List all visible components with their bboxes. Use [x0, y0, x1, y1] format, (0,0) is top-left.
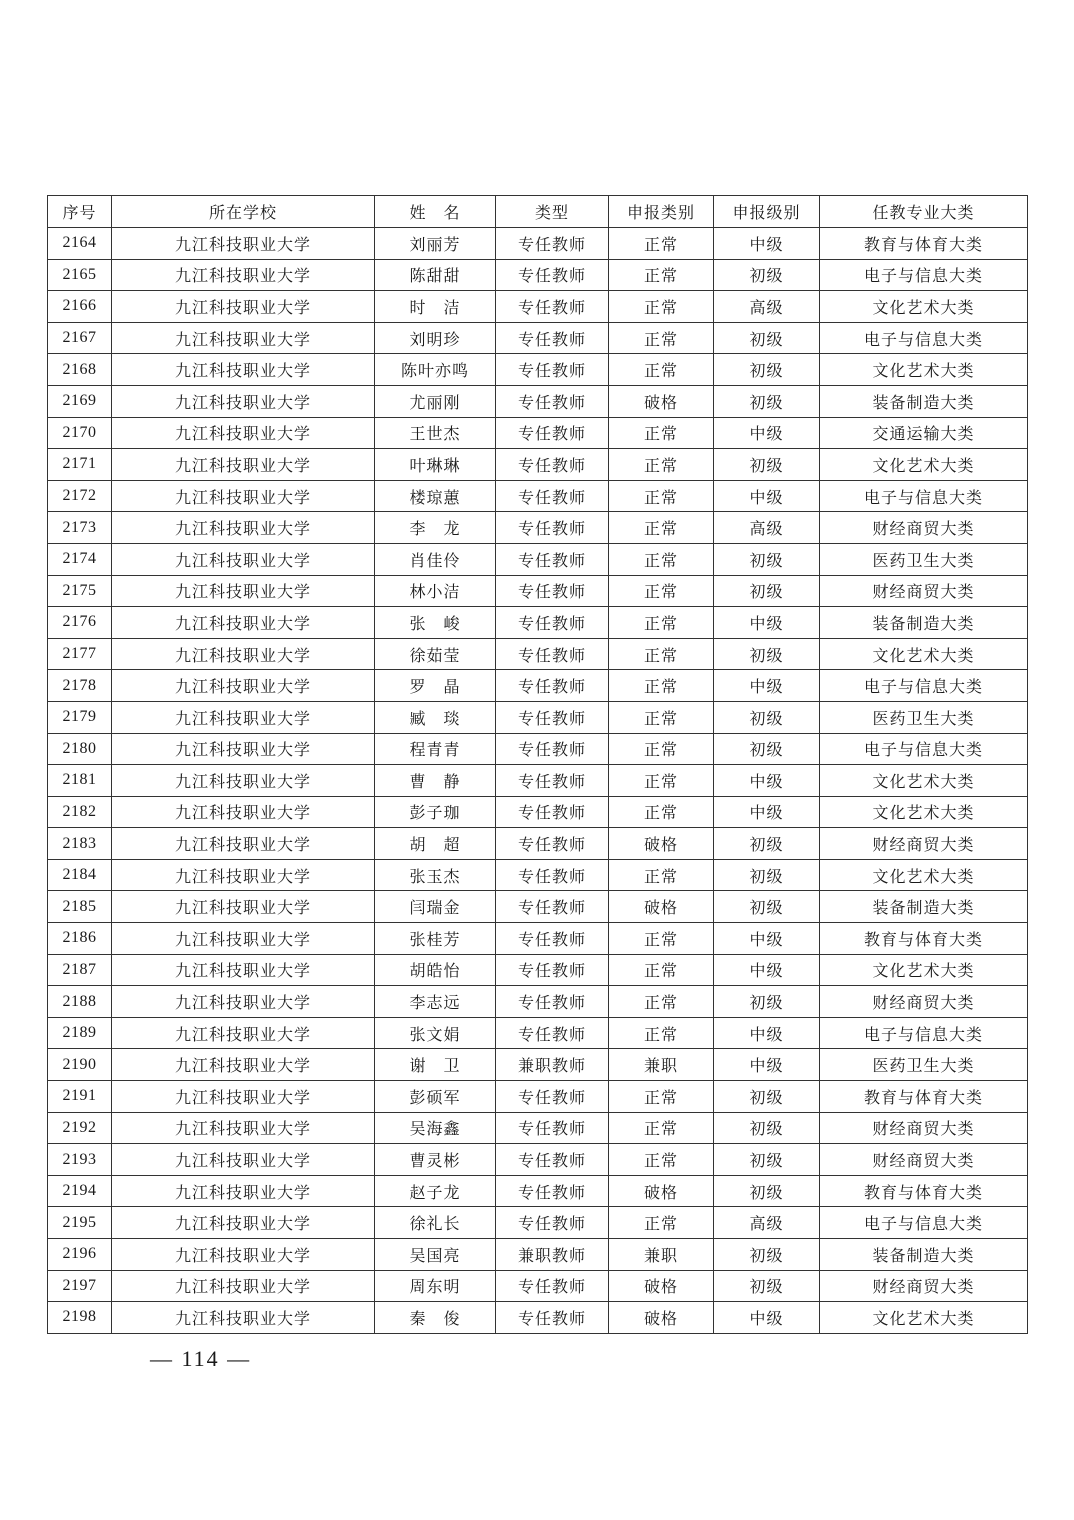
cell-school: 九江科技职业大学	[112, 322, 375, 354]
cell-school: 九江科技职业大学	[112, 986, 375, 1018]
cell-serial-number: 2178	[48, 670, 112, 702]
cell-school: 九江科技职业大学	[112, 765, 375, 797]
cell-type: 专任教师	[496, 607, 609, 639]
cell-school: 九江科技职业大学	[112, 480, 375, 512]
cell-application-level: 初级	[714, 891, 820, 923]
cell-type: 专任教师	[496, 1112, 609, 1144]
table-row	[48, 512, 1028, 544]
cell-teaching-discipline: 教育与体育大类	[820, 1175, 1028, 1207]
cell-name: 闫瑞金	[375, 891, 496, 923]
cell-name: 程青青	[375, 733, 496, 765]
cell-type: 专任教师	[496, 954, 609, 986]
cell-type: 专任教师	[496, 859, 609, 891]
table-row	[48, 891, 1028, 923]
cell-name: 李志远	[375, 986, 496, 1018]
cell-school: 九江科技职业大学	[112, 512, 375, 544]
cell-application-category: 正常	[609, 449, 714, 481]
cell-type: 专任教师	[496, 575, 609, 607]
table-row	[48, 417, 1028, 449]
cell-school: 九江科技职业大学	[112, 891, 375, 923]
cell-application-category: 正常	[609, 1017, 714, 1049]
cell-application-category: 正常	[609, 986, 714, 1018]
cell-application-category: 破格	[609, 1270, 714, 1302]
cell-application-level: 初级	[714, 1081, 820, 1113]
cell-teaching-discipline: 电子与信息大类	[820, 480, 1028, 512]
table-row	[48, 828, 1028, 860]
table-row	[48, 259, 1028, 291]
cell-serial-number: 2169	[48, 385, 112, 417]
cell-name: 陈甜甜	[375, 259, 496, 291]
cell-application-category: 破格	[609, 1175, 714, 1207]
cell-teaching-discipline: 财经商贸大类	[820, 512, 1028, 544]
cell-serial-number: 2179	[48, 701, 112, 733]
cell-serial-number: 2170	[48, 417, 112, 449]
cell-application-category: 正常	[609, 638, 714, 670]
cell-name: 彭子珈	[375, 796, 496, 828]
cell-name: 秦 俊	[375, 1302, 496, 1334]
cell-application-category: 正常	[609, 543, 714, 575]
cell-serial-number: 2165	[48, 259, 112, 291]
cell-teaching-discipline: 文化艺术大类	[820, 354, 1028, 386]
cell-type: 专任教师	[496, 923, 609, 955]
cell-school: 九江科技职业大学	[112, 575, 375, 607]
table-row	[48, 923, 1028, 955]
table-row	[48, 575, 1028, 607]
cell-school: 九江科技职业大学	[112, 1239, 375, 1271]
table-row	[48, 1302, 1028, 1334]
cell-type: 专任教师	[496, 385, 609, 417]
cell-school: 九江科技职业大学	[112, 449, 375, 481]
cell-name: 林小洁	[375, 575, 496, 607]
cell-application-level: 初级	[714, 701, 820, 733]
cell-name: 肖佳伶	[375, 543, 496, 575]
cell-school: 九江科技职业大学	[112, 228, 375, 260]
cell-application-level: 中级	[714, 1302, 820, 1334]
cell-school: 九江科技职业大学	[112, 796, 375, 828]
cell-type: 专任教师	[496, 1175, 609, 1207]
cell-application-category: 正常	[609, 1081, 714, 1113]
cell-school: 九江科技职业大学	[112, 291, 375, 323]
cell-serial-number: 2184	[48, 859, 112, 891]
cell-application-level: 初级	[714, 733, 820, 765]
cell-serial-number: 2189	[48, 1017, 112, 1049]
cell-application-category: 正常	[609, 480, 714, 512]
cell-application-level: 初级	[714, 986, 820, 1018]
table-row	[48, 1239, 1028, 1271]
cell-teaching-discipline: 电子与信息大类	[820, 1017, 1028, 1049]
cell-application-category: 兼职	[609, 1239, 714, 1271]
cell-teaching-discipline: 文化艺术大类	[820, 859, 1028, 891]
cell-type: 专任教师	[496, 322, 609, 354]
cell-application-category: 破格	[609, 828, 714, 860]
cell-teaching-discipline: 电子与信息大类	[820, 1207, 1028, 1239]
cell-serial-number: 2182	[48, 796, 112, 828]
cell-teaching-discipline: 教育与体育大类	[820, 1081, 1028, 1113]
cell-teaching-discipline: 文化艺术大类	[820, 765, 1028, 797]
cell-teaching-discipline: 装备制造大类	[820, 1239, 1028, 1271]
cell-serial-number: 2176	[48, 607, 112, 639]
cell-name: 罗 晶	[375, 670, 496, 702]
table-row	[48, 607, 1028, 639]
cell-application-category: 正常	[609, 1112, 714, 1144]
cell-type: 专任教师	[496, 543, 609, 575]
cell-school: 九江科技职业大学	[112, 1175, 375, 1207]
header-application-category: 申报类别	[609, 196, 714, 228]
cell-type: 专任教师	[496, 291, 609, 323]
cell-name: 张 峻	[375, 607, 496, 639]
cell-serial-number: 2186	[48, 923, 112, 955]
cell-application-level: 中级	[714, 1017, 820, 1049]
cell-school: 九江科技职业大学	[112, 1049, 375, 1081]
cell-name: 胡皓怡	[375, 954, 496, 986]
cell-application-level: 中级	[714, 480, 820, 512]
cell-application-level: 初级	[714, 322, 820, 354]
cell-teaching-discipline: 财经商贸大类	[820, 828, 1028, 860]
cell-application-level: 中级	[714, 670, 820, 702]
cell-serial-number: 2172	[48, 480, 112, 512]
table-row	[48, 1112, 1028, 1144]
cell-application-level: 中级	[714, 1049, 820, 1081]
cell-teaching-discipline: 装备制造大类	[820, 607, 1028, 639]
cell-type: 专任教师	[496, 986, 609, 1018]
cell-application-category: 正常	[609, 512, 714, 544]
cell-serial-number: 2171	[48, 449, 112, 481]
table-row	[48, 1049, 1028, 1081]
cell-application-category: 正常	[609, 701, 714, 733]
cell-type: 专任教师	[496, 670, 609, 702]
cell-serial-number: 2164	[48, 228, 112, 260]
cell-school: 九江科技职业大学	[112, 417, 375, 449]
cell-application-level: 中级	[714, 228, 820, 260]
cell-type: 专任教师	[496, 1081, 609, 1113]
cell-school: 九江科技职业大学	[112, 670, 375, 702]
cell-serial-number: 2191	[48, 1081, 112, 1113]
cell-application-level: 初级	[714, 1270, 820, 1302]
cell-type: 专任教师	[496, 828, 609, 860]
cell-teaching-discipline: 文化艺术大类	[820, 291, 1028, 323]
cell-application-category: 正常	[609, 354, 714, 386]
cell-name: 张玉杰	[375, 859, 496, 891]
cell-type: 专任教师	[496, 449, 609, 481]
page-number: — 114 —	[150, 1346, 252, 1371]
table-row	[48, 1144, 1028, 1176]
cell-serial-number: 2185	[48, 891, 112, 923]
cell-school: 九江科技职业大学	[112, 638, 375, 670]
cell-teaching-discipline: 电子与信息大类	[820, 670, 1028, 702]
table-row	[48, 1270, 1028, 1302]
cell-name: 彭硕军	[375, 1081, 496, 1113]
cell-application-level: 初级	[714, 1144, 820, 1176]
cell-teaching-discipline: 文化艺术大类	[820, 1302, 1028, 1334]
cell-name: 徐礼长	[375, 1207, 496, 1239]
cell-type: 兼职教师	[496, 1239, 609, 1271]
cell-application-level: 高级	[714, 291, 820, 323]
cell-school: 九江科技职业大学	[112, 1017, 375, 1049]
cell-serial-number: 2175	[48, 575, 112, 607]
table-row	[48, 543, 1028, 575]
cell-teaching-discipline: 电子与信息大类	[820, 259, 1028, 291]
cell-school: 九江科技职业大学	[112, 923, 375, 955]
cell-application-level: 中级	[714, 417, 820, 449]
cell-teaching-discipline: 医药卫生大类	[820, 701, 1028, 733]
cell-teaching-discipline: 文化艺术大类	[820, 954, 1028, 986]
table-row	[48, 701, 1028, 733]
cell-name: 曹 静	[375, 765, 496, 797]
cell-teaching-discipline: 财经商贸大类	[820, 1270, 1028, 1302]
cell-application-category: 正常	[609, 291, 714, 323]
cell-application-level: 初级	[714, 259, 820, 291]
cell-type: 专任教师	[496, 1144, 609, 1176]
cell-school: 九江科技职业大学	[112, 1144, 375, 1176]
cell-application-category: 正常	[609, 1207, 714, 1239]
cell-name: 胡 超	[375, 828, 496, 860]
cell-name: 尤丽刚	[375, 385, 496, 417]
cell-teaching-discipline: 财经商贸大类	[820, 1112, 1028, 1144]
header-application-level: 申报级别	[714, 196, 820, 228]
cell-name: 臧 琰	[375, 701, 496, 733]
cell-name: 张文娟	[375, 1017, 496, 1049]
cell-teaching-discipline: 文化艺术大类	[820, 638, 1028, 670]
cell-application-category: 破格	[609, 385, 714, 417]
table-row	[48, 480, 1028, 512]
cell-application-level: 初级	[714, 1175, 820, 1207]
cell-type: 专任教师	[496, 512, 609, 544]
table-row	[48, 1175, 1028, 1207]
cell-teaching-discipline: 文化艺术大类	[820, 449, 1028, 481]
cell-type: 专任教师	[496, 417, 609, 449]
cell-name: 张桂芳	[375, 923, 496, 955]
cell-teaching-discipline: 电子与信息大类	[820, 733, 1028, 765]
cell-application-category: 正常	[609, 796, 714, 828]
cell-type: 专任教师	[496, 796, 609, 828]
cell-school: 九江科技职业大学	[112, 259, 375, 291]
cell-application-level: 高级	[714, 1207, 820, 1239]
cell-school: 九江科技职业大学	[112, 1081, 375, 1113]
cell-application-level: 中级	[714, 954, 820, 986]
cell-type: 专任教师	[496, 1270, 609, 1302]
cell-application-level: 中级	[714, 765, 820, 797]
cell-application-category: 正常	[609, 923, 714, 955]
cell-application-category: 正常	[609, 322, 714, 354]
cell-school: 九江科技职业大学	[112, 1302, 375, 1334]
table-row	[48, 1081, 1028, 1113]
cell-serial-number: 2168	[48, 354, 112, 386]
cell-type: 专任教师	[496, 733, 609, 765]
table-body	[48, 228, 1028, 1334]
cell-application-level: 初级	[714, 828, 820, 860]
cell-type: 兼职教师	[496, 1049, 609, 1081]
cell-serial-number: 2188	[48, 986, 112, 1018]
cell-teaching-discipline: 装备制造大类	[820, 385, 1028, 417]
cell-serial-number: 2166	[48, 291, 112, 323]
table-row	[48, 796, 1028, 828]
cell-type: 专任教师	[496, 638, 609, 670]
table-row	[48, 354, 1028, 386]
cell-name: 刘丽芳	[375, 228, 496, 260]
cell-name: 赵子龙	[375, 1175, 496, 1207]
table-row	[48, 1017, 1028, 1049]
table-row	[48, 291, 1028, 323]
cell-application-category: 正常	[609, 575, 714, 607]
cell-name: 吴国亮	[375, 1239, 496, 1271]
cell-school: 九江科技职业大学	[112, 701, 375, 733]
header-name: 姓 名	[375, 196, 496, 228]
cell-application-category: 正常	[609, 954, 714, 986]
cell-type: 专任教师	[496, 765, 609, 797]
table-row	[48, 385, 1028, 417]
cell-teaching-discipline: 装备制造大类	[820, 891, 1028, 923]
cell-application-category: 正常	[609, 733, 714, 765]
cell-application-level: 初级	[714, 638, 820, 670]
cell-school: 九江科技职业大学	[112, 828, 375, 860]
cell-application-level: 初级	[714, 1239, 820, 1271]
cell-serial-number: 2190	[48, 1049, 112, 1081]
header-teaching-discipline: 任教专业大类	[820, 196, 1028, 228]
cell-school: 九江科技职业大学	[112, 733, 375, 765]
cell-type: 专任教师	[496, 701, 609, 733]
cell-school: 九江科技职业大学	[112, 954, 375, 986]
table-row	[48, 228, 1028, 260]
cell-school: 九江科技职业大学	[112, 607, 375, 639]
cell-serial-number: 2195	[48, 1207, 112, 1239]
cell-application-level: 中级	[714, 796, 820, 828]
cell-type: 专任教师	[496, 1207, 609, 1239]
cell-serial-number: 2180	[48, 733, 112, 765]
table-row	[48, 733, 1028, 765]
cell-application-category: 破格	[609, 891, 714, 923]
cell-name: 曹灵彬	[375, 1144, 496, 1176]
cell-application-level: 初级	[714, 575, 820, 607]
cell-teaching-discipline: 财经商贸大类	[820, 1144, 1028, 1176]
cell-teaching-discipline: 电子与信息大类	[820, 322, 1028, 354]
cell-serial-number: 2167	[48, 322, 112, 354]
table-row	[48, 859, 1028, 891]
cell-type: 专任教师	[496, 480, 609, 512]
cell-name: 楼琼蕙	[375, 480, 496, 512]
cell-name: 谢 卫	[375, 1049, 496, 1081]
personnel-table	[47, 195, 1028, 1334]
cell-serial-number: 2177	[48, 638, 112, 670]
header-school: 所在学校	[112, 196, 375, 228]
header-type: 类型	[496, 196, 609, 228]
cell-school: 九江科技职业大学	[112, 859, 375, 891]
cell-name: 时 洁	[375, 291, 496, 323]
cell-application-level: 高级	[714, 512, 820, 544]
cell-application-category: 破格	[609, 1302, 714, 1334]
cell-application-category: 正常	[609, 859, 714, 891]
cell-application-level: 初级	[714, 543, 820, 575]
cell-serial-number: 2193	[48, 1144, 112, 1176]
table-header-row	[48, 196, 1028, 228]
cell-type: 专任教师	[496, 228, 609, 260]
cell-teaching-discipline: 财经商贸大类	[820, 575, 1028, 607]
table-row	[48, 670, 1028, 702]
header-serial-number: 序号	[48, 196, 112, 228]
cell-application-category: 正常	[609, 228, 714, 260]
cell-serial-number: 2173	[48, 512, 112, 544]
cell-application-category: 兼职	[609, 1049, 714, 1081]
cell-type: 专任教师	[496, 1017, 609, 1049]
cell-serial-number: 2192	[48, 1112, 112, 1144]
table-row	[48, 638, 1028, 670]
cell-application-level: 初级	[714, 354, 820, 386]
cell-serial-number: 2174	[48, 543, 112, 575]
cell-type: 专任教师	[496, 1302, 609, 1334]
table-row	[48, 449, 1028, 481]
cell-name: 刘明珍	[375, 322, 496, 354]
cell-name: 王世杰	[375, 417, 496, 449]
cell-teaching-discipline: 医药卫生大类	[820, 543, 1028, 575]
cell-serial-number: 2196	[48, 1239, 112, 1271]
table-row	[48, 322, 1028, 354]
cell-type: 专任教师	[496, 891, 609, 923]
cell-serial-number: 2198	[48, 1302, 112, 1334]
cell-application-level: 初级	[714, 859, 820, 891]
cell-name: 吴海鑫	[375, 1112, 496, 1144]
cell-teaching-discipline: 医药卫生大类	[820, 1049, 1028, 1081]
cell-name: 叶琳琳	[375, 449, 496, 481]
cell-teaching-discipline: 交通运输大类	[820, 417, 1028, 449]
cell-application-category: 正常	[609, 670, 714, 702]
cell-serial-number: 2181	[48, 765, 112, 797]
cell-application-category: 正常	[609, 417, 714, 449]
cell-school: 九江科技职业大学	[112, 354, 375, 386]
cell-application-category: 正常	[609, 1144, 714, 1176]
cell-name: 陈叶亦鸣	[375, 354, 496, 386]
cell-serial-number: 2197	[48, 1270, 112, 1302]
cell-application-level: 初级	[714, 385, 820, 417]
cell-school: 九江科技职业大学	[112, 1207, 375, 1239]
cell-application-level: 中级	[714, 923, 820, 955]
cell-application-level: 初级	[714, 1112, 820, 1144]
cell-application-category: 正常	[609, 607, 714, 639]
cell-application-level: 初级	[714, 449, 820, 481]
table-row	[48, 1207, 1028, 1239]
cell-serial-number: 2194	[48, 1175, 112, 1207]
cell-application-category: 正常	[609, 259, 714, 291]
cell-school: 九江科技职业大学	[112, 1112, 375, 1144]
cell-type: 专任教师	[496, 354, 609, 386]
cell-name: 徐茹莹	[375, 638, 496, 670]
cell-application-category: 正常	[609, 765, 714, 797]
cell-serial-number: 2187	[48, 954, 112, 986]
cell-serial-number: 2183	[48, 828, 112, 860]
cell-school: 九江科技职业大学	[112, 385, 375, 417]
cell-school: 九江科技职业大学	[112, 543, 375, 575]
table-row	[48, 986, 1028, 1018]
cell-name: 周东明	[375, 1270, 496, 1302]
cell-teaching-discipline: 教育与体育大类	[820, 923, 1028, 955]
cell-application-level: 中级	[714, 607, 820, 639]
cell-teaching-discipline: 教育与体育大类	[820, 228, 1028, 260]
table-row	[48, 954, 1028, 986]
cell-teaching-discipline: 财经商贸大类	[820, 986, 1028, 1018]
cell-type: 专任教师	[496, 259, 609, 291]
cell-name: 李 龙	[375, 512, 496, 544]
cell-school: 九江科技职业大学	[112, 1270, 375, 1302]
cell-teaching-discipline: 文化艺术大类	[820, 796, 1028, 828]
table-row	[48, 765, 1028, 797]
